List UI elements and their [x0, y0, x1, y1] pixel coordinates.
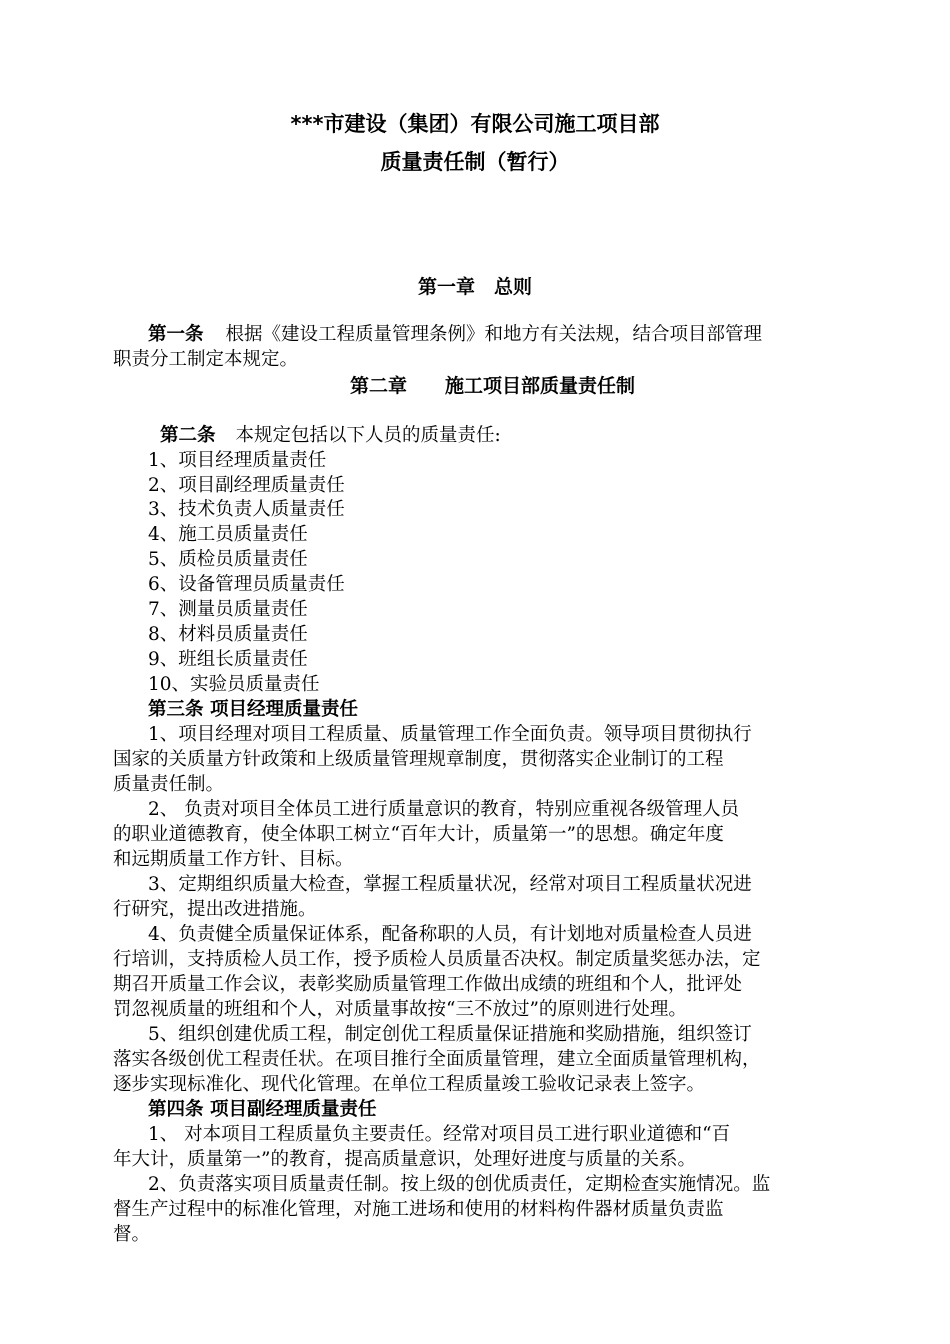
article-3-heading: 第三条 项目经理质量责任 — [148, 699, 358, 720]
paragraph-line: 2、 负责对项目全体员工进行质量意识的教育，特别应重视各级管理人员 — [148, 799, 740, 820]
paragraph-line: 质量责任制。 — [113, 774, 225, 795]
paragraph-line: 逐步实现标准化、现代化管理。在单位工程质量竣工验收记录表上签字。 — [113, 1074, 706, 1095]
chapter-2-heading: 第二章 施工项目部质量责任制 — [350, 375, 636, 397]
paragraph-line: 3、定期组织质量大检查，掌握工程质量状况，经常对项目工程质量状况进 — [148, 874, 752, 895]
list-item: 9、班组长质量责任 — [148, 649, 308, 670]
article-4-heading: 第四条 项目副经理质量责任 — [148, 1099, 377, 1120]
document-subtitle: 质量责任制（暂行） — [380, 150, 570, 174]
paragraph-line: 的职业道德教育，使全体职工树立“百年大计，质量第一”的思想。确定年度 — [113, 824, 724, 845]
article-1-line-2: 职责分工制定本规定。 — [113, 349, 299, 370]
paragraph-line: 1、 对本项目工程质量负主要责任。经常对项目员工进行职业道德和“百 — [148, 1124, 731, 1145]
list-item: 10、实验员质量责任 — [148, 674, 320, 695]
article-2-text: 本规定包括以下人员的质量责任: — [235, 425, 501, 446]
list-item: 8、材料员质量责任 — [148, 624, 308, 645]
article-1-label: 第一条 — [148, 324, 204, 345]
article-2-line — [160, 423, 501, 448]
paragraph-line: 行研究，提出改进措施。 — [113, 899, 317, 920]
list-item: 2、项目副经理质量责任 — [148, 475, 345, 496]
paragraph-line: 期召开质量工作会议，表彰奖励质量管理工作做出成绩的班组和个人，批评处 — [113, 974, 743, 995]
article-2-label: 第二条 — [160, 425, 216, 446]
paragraph-line: 4、负责健全质量保证体系，配备称职的人员，有计划地对质量检查人员进 — [148, 924, 752, 945]
paragraph-line: 督。 — [113, 1224, 151, 1245]
paragraph-line: 罚忽视质量的班组和个人，对质量事故按“三不放过”的原则进行处理。 — [113, 999, 687, 1020]
paragraph-line: 和远期质量工作方针、目标。 — [113, 849, 354, 870]
article-1-text: 根据《建设工程质量管理条例》和地方有关法规，结合项目部管理 — [225, 324, 763, 345]
chapter-1-heading: 第一章 总则 — [417, 276, 532, 298]
list-item: 6、设备管理员质量责任 — [148, 574, 345, 595]
paragraph-line: 国家的关质量方针政策和上级质量管理规章制度，贯彻落实企业制订的工程 — [113, 749, 724, 770]
paragraph-line: 5、组织创建优质工程，制定创优工程质量保证措施和奖励措施，组织签订 — [148, 1024, 752, 1045]
paragraph-line: 1、项目经理对项目工程质量、质量管理工作全面负责。领导项目贯彻执行 — [148, 724, 752, 745]
list-item: 1、项目经理质量责任 — [148, 450, 327, 471]
document-title: ***市建设（集团）有限公司施工项目部 — [290, 112, 660, 136]
paragraph-line: 督生产过程中的标准化管理，对施工进场和使用的材料构件器材质量负责监 — [113, 1199, 724, 1220]
paragraph-line: 落实各级创优工程责任状。在项目推行全面质量管理，建立全面质量管理机构， — [113, 1049, 761, 1070]
paragraph-line: 2、负责落实项目质量责任制。按上级的创优质责任，定期检查实施情况。监 — [148, 1174, 771, 1195]
article-1-line-1 — [148, 322, 762, 347]
paragraph-line: 年大计，质量第一”的教育，提高质量意识，处理好进度与质量的关系。 — [113, 1149, 696, 1170]
list-item: 7、测量员质量责任 — [148, 599, 308, 620]
list-item: 5、质检员质量责任 — [148, 549, 308, 570]
list-item: 4、施工员质量责任 — [148, 524, 308, 545]
list-item: 3、技术负责人质量责任 — [148, 499, 345, 520]
paragraph-line: 行培训，支持质检人员工作，授予质检人员质量否决权。制定质量奖惩办法，定 — [113, 949, 761, 970]
